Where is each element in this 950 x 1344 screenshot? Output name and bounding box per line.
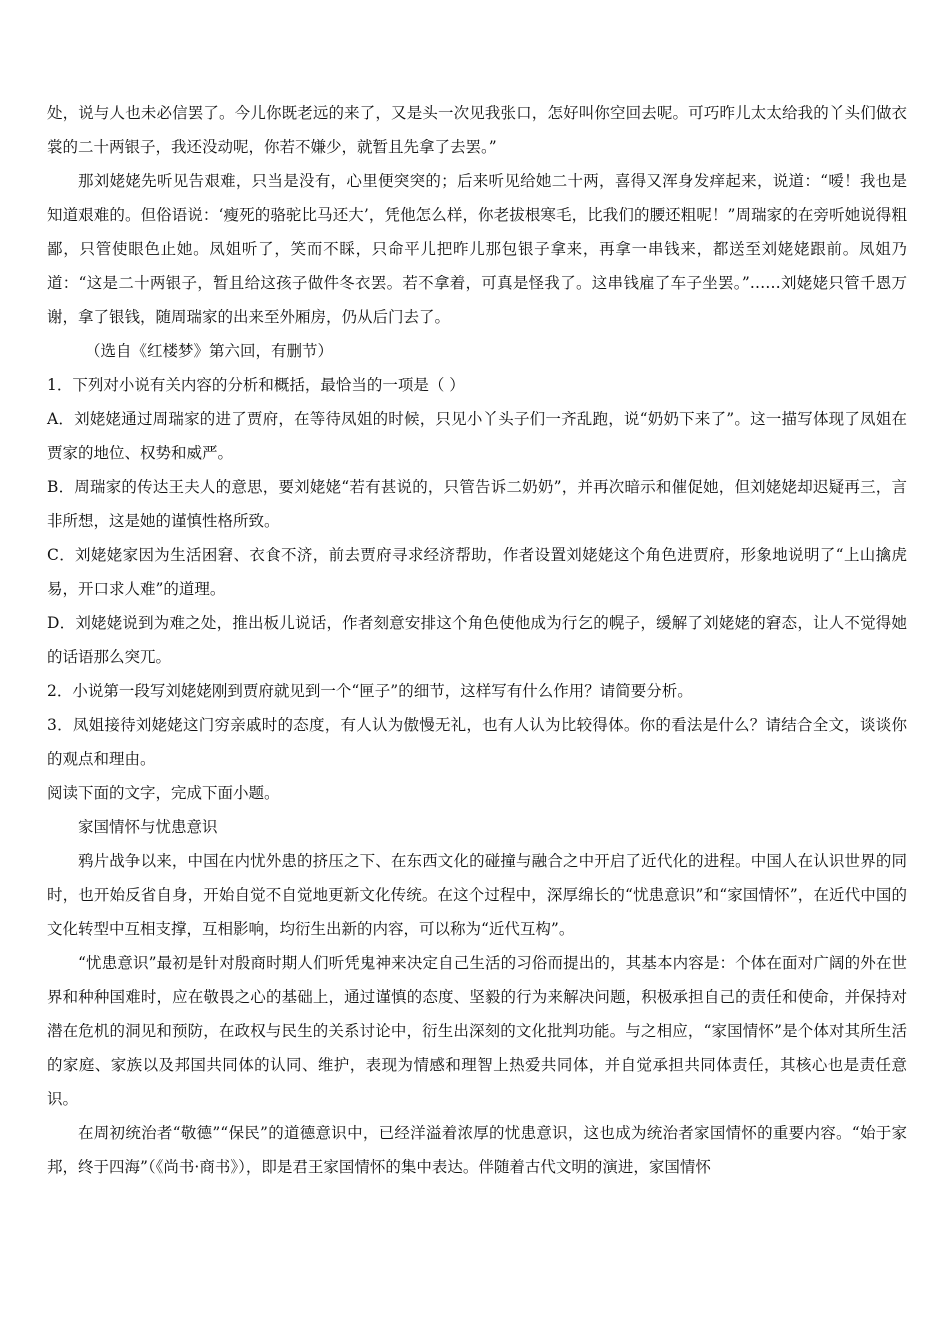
question-3: 3．凤姐接待刘姥姥这门穷亲戚时的态度，有人认为傲慢无礼，也有人认为比较得体。你的看法是什么？请结合全文，谈谈你的观点和理由。: [47, 716, 907, 768]
read-instruction: 阅读下面的文字，完成下面小题。: [47, 784, 280, 802]
question-1-option-b: B．周瑞家的传达王夫人的意思，要刘姥姥“若有甚说的，只管告诉二奶奶”，并再次暗示和催促她，但刘姥姥却迟疑再三，言非所想，这是她的谨慎性格所致。: [47, 478, 907, 530]
question-2: 2．小说第一段写刘姥姥刚到贾府就见到一个“匣子”的细节，这样写有什么作用？请简要分析。: [47, 682, 693, 700]
question-1-option-d: D．刘姥姥说到为难之处，推出板儿说话，作者刻意安排这个角色使他成为行乞的幌子，缓解了刘姥姥的窘态，让人不觉得她的话语那么突兀。: [47, 614, 907, 666]
question-1-option-c: C．刘姥姥家因为生活困窘、衣食不济，前去贾府寻求经济帮助，作者设置刘姥姥这个角色进贾府，形象地说明了“上山擒虎易，开口求人难”的道理。: [47, 546, 907, 598]
passage2-paragraph: 鸦片战争以来，中国在内忧外患的挤压之下、在东西文化的碰撞与融合之中开启了近代化的进程。中国人在认识世界的同时，也开始反省自身，开始自觉不自觉地更新文化传统。在这个过程中，深厚绵长的“忧患意识”和“家国情怀”，在近代中国的文化转型中互相支撑，互相影响，均衍生出新的内容，可以称为“近代互构”。: [47, 852, 907, 938]
passage-source: （选自《红楼梦》第六回，有删节）: [85, 342, 334, 360]
passage1-paragraph: 那刘姥姥先听见告艰难，只当是没有，心里便突突的；后来听见给她二十两，喜得又浑身发痒起来，说道：“嗳！我也是知道艰难的。但俗语说：‘瘦死的骆驼比马还大’，凭他怎么样，你老拔根寒毛，比我们的腰还粗呢！”周瑞家的在旁听她说得粗鄙，只管使眼色止她。凤姐听了，笑而不睬，只命平儿把昨儿那包银子拿来，再拿一串钱来，都送至刘姥姥跟前。凤姐乃道：“这是二十两银子，暂且给这孩子做件冬衣罢。若不拿着，可真是怪我了。这串钱雇了车子坐罢。”……刘姥姥只管千恩万谢，拿了银钱，随周瑞家的出来至外厢房，仍从后门去了。: [47, 172, 907, 326]
question-1-option-a: A．刘姥姥通过周瑞家的进了贾府，在等待凤姐的时候，只见小丫头子们一齐乱跑，说“奶奶下来了”。这一描写体现了凤姐在贾家的地位、权势和威严。: [47, 410, 907, 462]
question-1-stem: 1．下列对小说有关内容的分析和概括，最恰当的一项是（ ）: [47, 376, 465, 394]
document-page: [47, 96, 907, 1184]
passage2-title: 家国情怀与忧患意识: [78, 818, 218, 836]
passage2-paragraph: 在周初统治者“敬德”“保民”的道德意识中，已经洋溢着浓厚的忧患意识，这也成为统治者家国情怀的重要内容。“始于家邦，终于四海”（《尚书·商书》），即是君王家国情怀的集中表达。伴随着古代文明的演进，家国情怀: [47, 1124, 907, 1176]
passage2-paragraph: “忧患意识”最初是针对殷商时期人们听凭鬼神来决定自己生活的习俗而提出的，其基本内容是：个体在面对广阔的外在世界和种种国难时，应在敬畏之心的基础上，通过谨慎的态度、坚毅的行为来解决问题，积极承担自己的责任和使命，并保持对潜在危机的洞见和预防，在政权与民生的关系讨论中，衍生出深刻的文化批判功能。与之相应，“家国情怀”是个体对其所生活的家庭、家族以及邦国共同体的认同、维护，表现为情感和理智上热爱共同体，并自觉承担共同体责任，其核心也是责任意识。: [47, 954, 907, 1108]
passage1-paragraph: 处，说与人也未必信罢了。今儿你既老远的来了，又是头一次见我张口，怎好叫你空回去呢。可巧昨儿太太给我的丫头们做衣裳的二十两银子，我还没动呢，你若不嫌少，就暂且先拿了去罢。”: [47, 104, 907, 156]
